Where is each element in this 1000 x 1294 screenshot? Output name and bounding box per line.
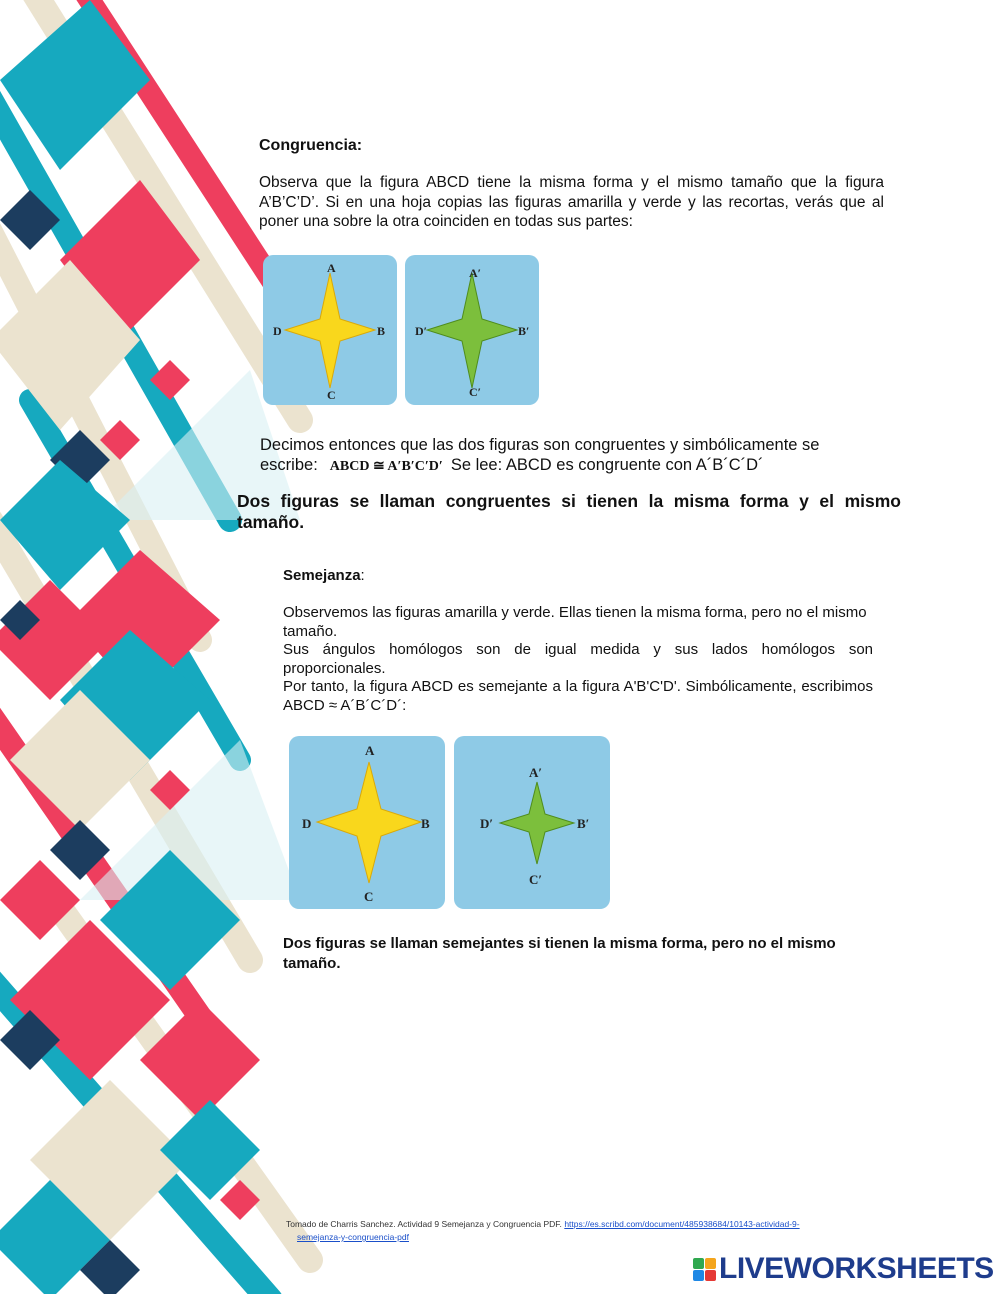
label-a-prime: A′ — [529, 765, 543, 780]
liveworksheets-logo[interactable] — [693, 1252, 994, 1286]
semejanza-definition: Dos figuras se llaman semejantes si tienen la misma forma, pero no el mismo tamaño. — [283, 935, 836, 972]
statement-start: Decimos entonces que las dos figuras son congruentes y simbólicamente se escribe: — [260, 436, 820, 474]
semejanza-line-1: Observemos las figuras amarilla y verde. Ellas tienen la misma forma, pero no el mismo tamaño. — [283, 604, 867, 640]
liveworksheets-wordmark: LIVEWORKSHEETS — [719, 1252, 994, 1285]
label-d-prime: D′ — [415, 324, 428, 338]
yellow-star-figure-semejanza — [289, 736, 445, 909]
label-b-prime: B′ — [518, 324, 530, 338]
label-c: C — [364, 889, 374, 904]
label-c-prime: C′ — [529, 872, 543, 887]
semejanza-title-text: Semejanza — [283, 567, 361, 584]
congruencia-paragraph: Observa que la figura ABCD tiene la misma forma y el mismo tamaño que la figura A’B’C’D’. Si en una hoja copias las figuras amarilla y verde y las recortas, verás que al poner una sobre la otra coinciden en todas sus partes: — [259, 174, 884, 230]
label-d: D — [273, 324, 282, 338]
green-star-figure-semejanza — [454, 736, 610, 909]
source-link-part-1: https://es.scribd.com/document/485938684/10143-actividad-9- — [564, 1219, 800, 1229]
label-d-prime: D′ — [480, 816, 494, 831]
source-link-part-2: semejanza-y-congruencia-pdf — [297, 1232, 409, 1242]
label-b: B — [377, 324, 386, 338]
semejanza-title-colon: : — [360, 567, 365, 584]
congruencia-statement — [260, 435, 880, 477]
label-b: B — [421, 816, 430, 831]
semejanza-title — [283, 567, 365, 584]
label-d: D — [302, 816, 312, 831]
yellow-star-figure-congruencia — [263, 255, 397, 405]
semejanza-line-3: Por tanto, la figura ABCD es semejante a la figura A'B'C'D'. Simbólicamente, escribimos ABCD ≈ A´B´C´D´: — [283, 678, 873, 714]
label-b-prime: B′ — [577, 816, 590, 831]
statement-end: Se lee: ABCD es congruente con A´B´C´D´ — [450, 456, 764, 474]
semejanza-line-2: Sus ángulos homólogos son de igual medida y sus lados homólogos son proporcionales. — [283, 641, 873, 677]
label-a: A — [327, 261, 336, 275]
label-a: A — [365, 743, 375, 758]
source-citation — [286, 1218, 846, 1244]
source-prefix: Tomado de Charris Sanchez. Actividad 9 Semejanza y Congruencia PDF. — [286, 1219, 562, 1229]
congruencia-definition: Dos figuras se llaman congruentes si tienen la misma forma y el mismo tamaño. — [237, 491, 901, 532]
label-a-prime: A′ — [469, 266, 482, 280]
label-c: C — [327, 388, 336, 402]
label-c-prime: C′ — [469, 385, 482, 399]
congruence-formula: ABCD ≅ A′B′C′D′ — [329, 459, 443, 474]
green-star-figure-congruencia — [405, 255, 539, 405]
semejanza-paragraph — [283, 604, 873, 715]
congruencia-title: Congruencia: — [259, 137, 363, 154]
liveworksheets-icon — [693, 1258, 716, 1281]
